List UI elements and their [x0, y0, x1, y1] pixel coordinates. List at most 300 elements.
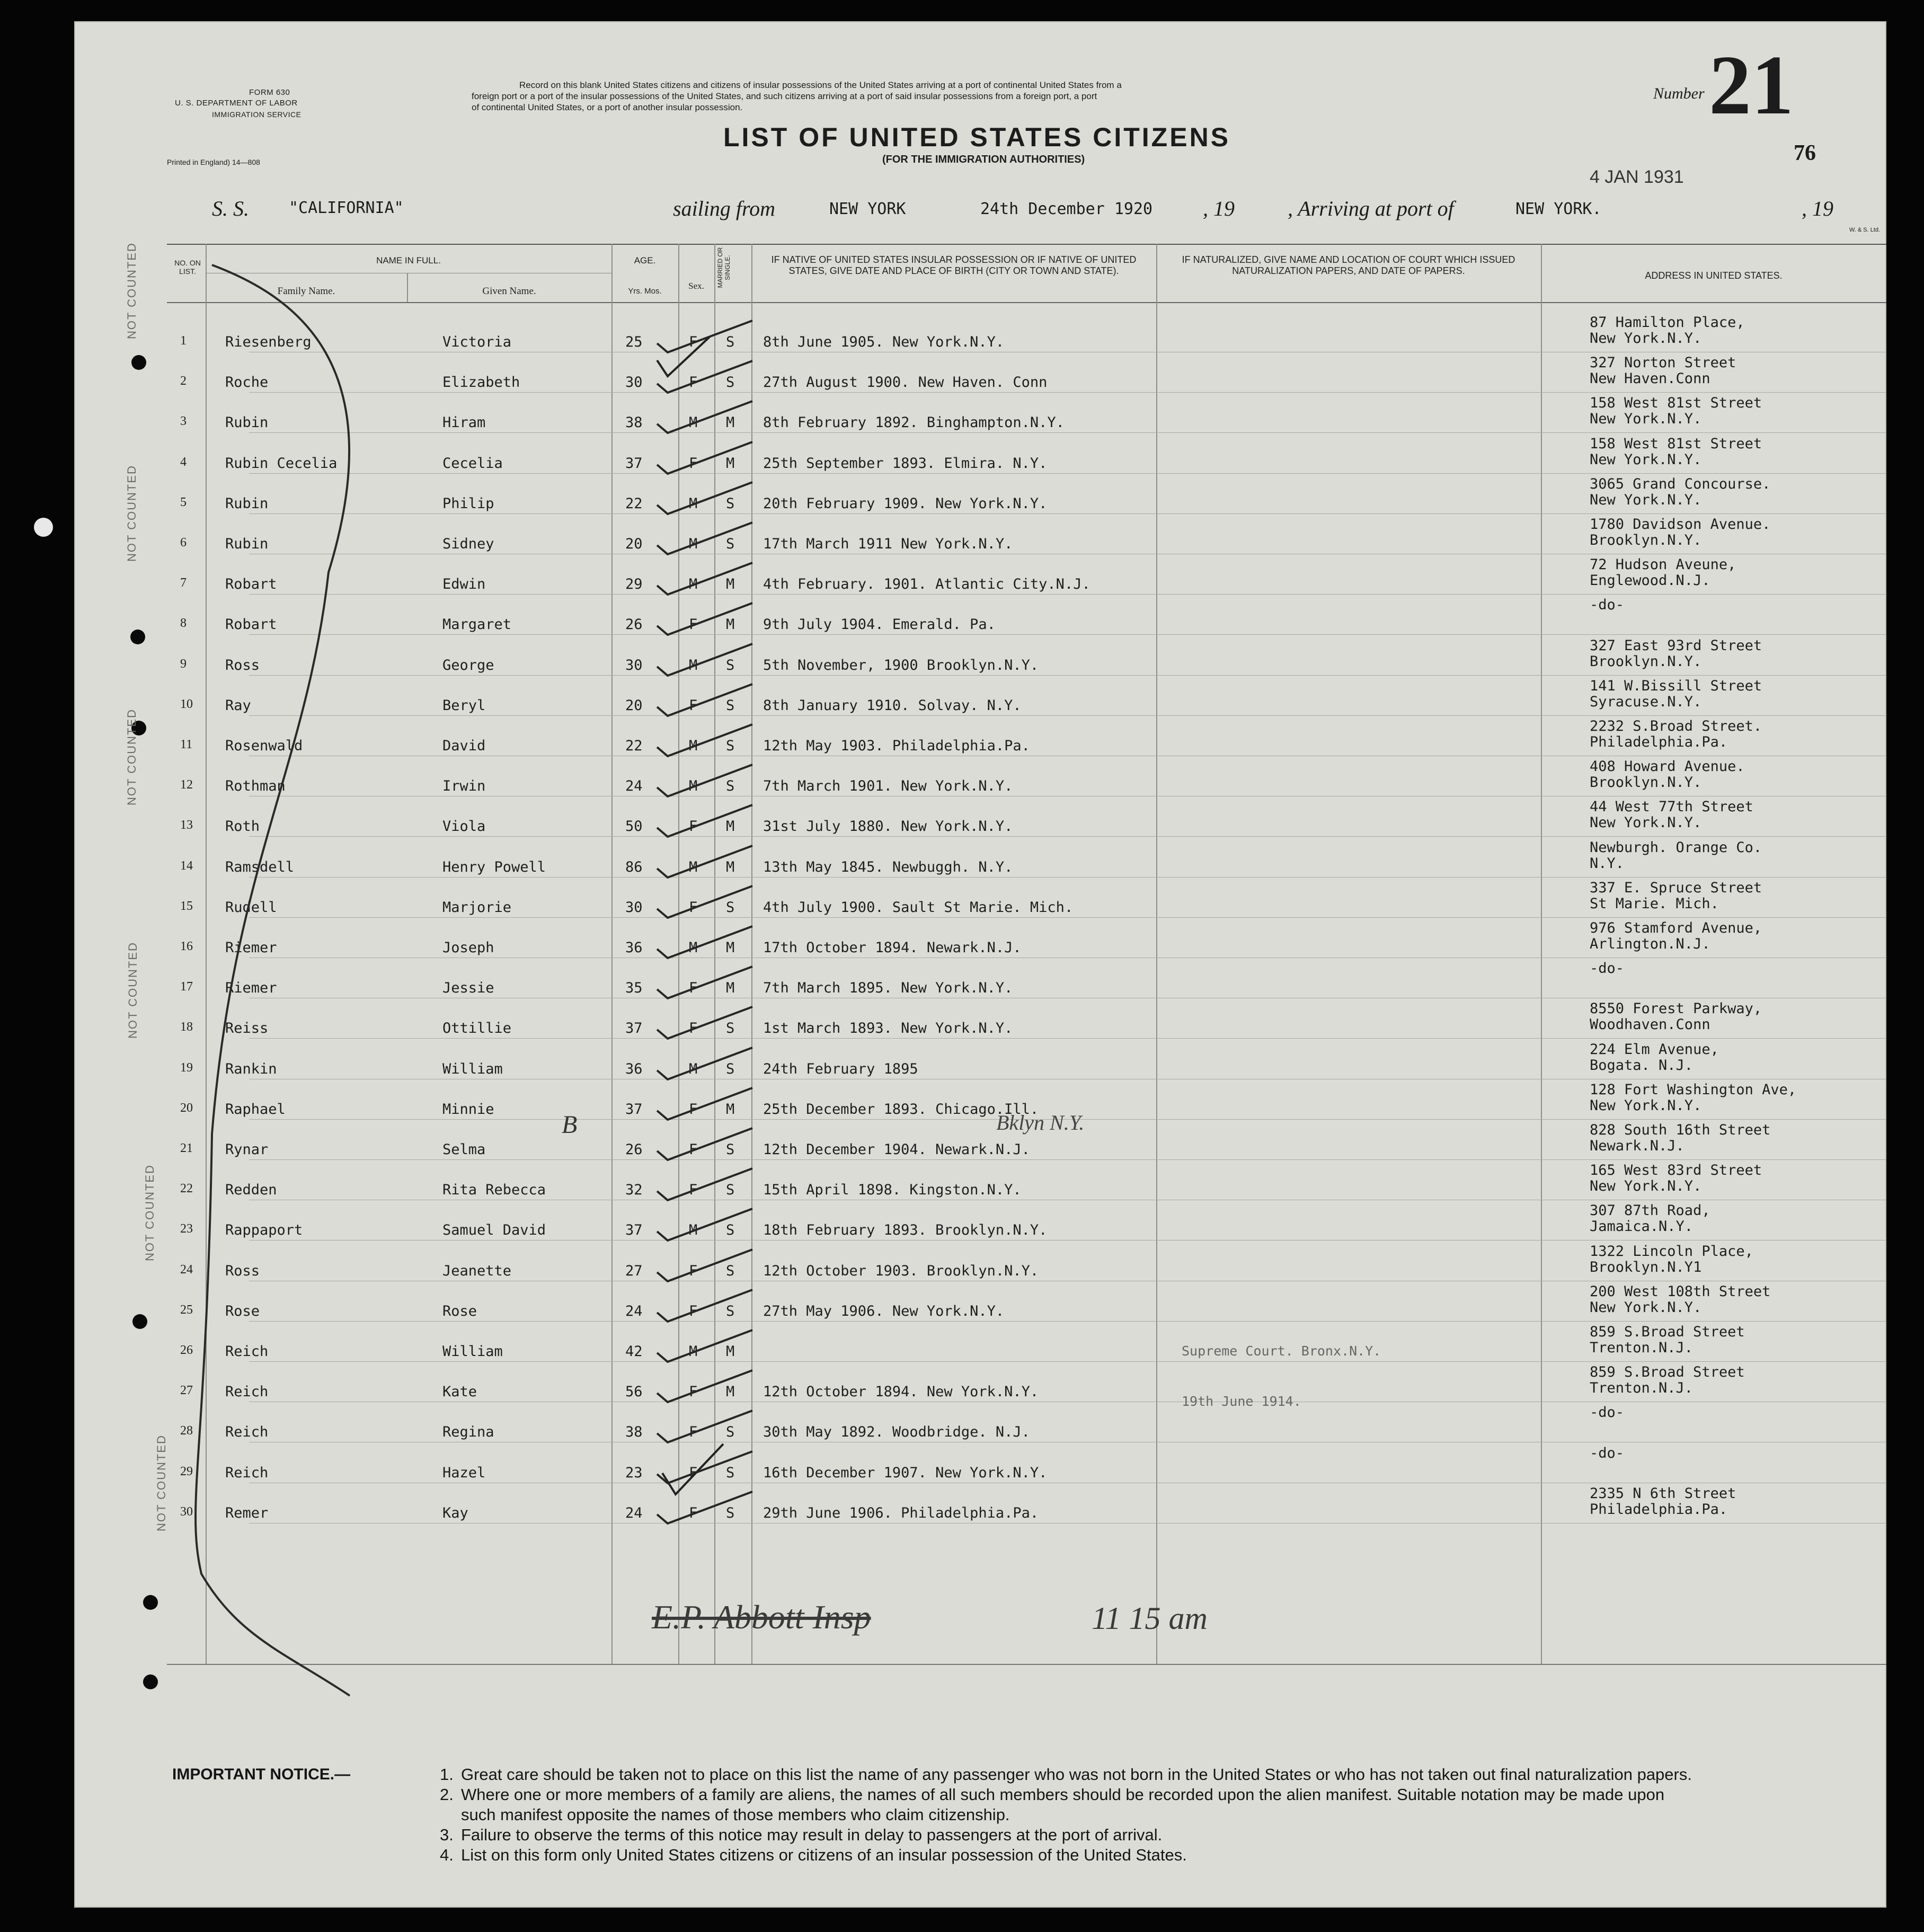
col-header-family: Family Name.	[277, 286, 335, 297]
age-value: 50	[625, 818, 643, 835]
col-header-married: MARRIED OR SINGLE.	[716, 247, 731, 288]
row-number: 16	[180, 940, 193, 953]
address-line-1: 44 West 77th Street	[1590, 799, 1753, 815]
birth-info: 7th March 1901. New York.N.Y.	[763, 778, 1013, 794]
address-line-2: Trenton.N.J.	[1590, 1380, 1694, 1396]
row-number: 12	[180, 778, 193, 792]
margin-stamp: NOT COUNTED	[155, 1434, 168, 1531]
marital-status: M	[726, 1384, 735, 1400]
marital-status: S	[726, 1141, 735, 1158]
sex-value: M	[689, 657, 698, 673]
row-number: 8	[180, 616, 187, 630]
address-line-1: -do-	[1590, 597, 1625, 613]
family-name: Rubin	[225, 536, 269, 552]
address-line-1: 307 87th Road,	[1590, 1202, 1710, 1219]
family-name: Redden	[225, 1182, 277, 1198]
handwritten-initial: B	[562, 1111, 578, 1139]
address-line-1: 165 West 83rd Street	[1590, 1162, 1762, 1178]
age-value: 27	[625, 1263, 643, 1279]
printed-in: Printed in England) 14—808	[167, 158, 260, 166]
age-value: 23	[625, 1465, 643, 1481]
arrival-port: NEW YORK.	[1515, 200, 1602, 218]
list-number: 21	[1709, 38, 1794, 132]
address-line-1: 1780 Davidson Avenue.	[1590, 516, 1771, 533]
address-line-1: 72 Hudson Aveune,	[1590, 556, 1736, 573]
row-number: 6	[180, 536, 187, 550]
col-header-naturalized: IF NATURALIZED, GIVE NAME AND LOCATION OF COURT WHICH ISSUED NATURALIZATION PAPERS, AND DATE OF PAPERS.	[1182, 254, 1515, 276]
sex-value: F	[689, 1465, 698, 1481]
address-line-2: New York.N.Y.	[1590, 1097, 1702, 1114]
address-line-2: New York.N.Y.	[1590, 492, 1702, 508]
address-line-2: St Marie. Mich.	[1590, 896, 1719, 912]
address-line-1: 976 Stamford Avenue,	[1590, 920, 1762, 936]
birth-info: 8th February 1892. Binghampton.N.Y.	[763, 414, 1065, 431]
address-line-2: Philadelphia.Pa.	[1590, 1501, 1728, 1518]
age-value: 35	[625, 980, 643, 996]
time-note: 11 15 am	[1092, 1601, 1208, 1636]
address-line-1: 128 Fort Washington Ave,	[1590, 1082, 1797, 1098]
department: U. S. DEPARTMENT OF LABOR	[175, 99, 298, 108]
row-number: 7	[180, 576, 187, 590]
number-label: Number	[1653, 85, 1705, 102]
birth-info: 17th October 1894. Newark.N.J.	[763, 940, 1022, 956]
birth-info: 1st March 1893. New York.N.Y.	[763, 1020, 1013, 1036]
sex-value: M	[689, 940, 698, 956]
row-number: 28	[180, 1424, 193, 1438]
marital-status: S	[726, 899, 735, 916]
address-line-1: 200 West 108th Street	[1590, 1283, 1771, 1300]
age-value: 26	[625, 616, 643, 633]
given-name: Jessie	[442, 980, 494, 996]
address-line-2: Brooklyn.N.Y.	[1590, 774, 1702, 791]
age-value: 24	[625, 1303, 643, 1319]
sex-value: F	[689, 899, 698, 916]
birth-info: 16th December 1907. New York.N.Y.	[763, 1465, 1048, 1481]
inspector-signature: E.P. Abbott Insp	[652, 1598, 871, 1636]
sex-value: F	[689, 334, 698, 350]
row-number: 22	[180, 1182, 193, 1195]
record-instructions: Record on this blank United States citizens and citizens of insular possessions of the United States arriving at a port of continental United States from a foreign port or a port of the insular possessions of the United States, and such citizens arriving at a port of said insular possessions from a foreign port, a port of continental United States, or a port of another insular possession.	[472, 80, 1122, 112]
family-name: Riemer	[225, 940, 277, 956]
marital-status: M	[726, 414, 735, 431]
row-number: 10	[180, 697, 193, 711]
address-line-2: New York.N.Y.	[1590, 1299, 1702, 1316]
row-number: 11	[180, 738, 193, 751]
notice-item-number: 3.	[440, 1825, 454, 1844]
birth-info: 17th March 1911 New York.N.Y.	[763, 536, 1013, 552]
age-value: 37	[625, 1101, 643, 1118]
birth-info: 4th July 1900. Sault St Marie. Mich.	[763, 899, 1074, 916]
family-name: Ross	[225, 657, 260, 673]
family-name: Rothman	[225, 778, 286, 794]
address-line-2: Brooklyn.N.Y1	[1590, 1259, 1702, 1275]
address-line-1: 87 Hamilton Place,	[1590, 314, 1745, 331]
col-header-name: NAME IN FULL.	[376, 255, 441, 265]
age-value: 24	[625, 778, 643, 794]
col-header-address: ADDRESS IN UNITED STATES.	[1645, 270, 1783, 281]
sailing-port: NEW YORK	[829, 200, 906, 218]
given-name: David	[442, 738, 486, 754]
family-name: Rubin	[225, 414, 269, 431]
margin-stamp: NOT COUNTED	[126, 942, 139, 1039]
margin-stamp: NOT COUNTED	[125, 708, 138, 805]
marital-status: S	[726, 1222, 735, 1238]
date-stamp: 4 JAN 1931	[1590, 167, 1684, 187]
col-header-birth: IF NATIVE OF UNITED STATES INSULAR POSSESSION OR IF NATIVE OF UNITED STATES, GIVE DATE AND PLACE OF BIRTH (CITY OR TOWN AND STATE).	[771, 254, 1137, 276]
family-name: Raphael	[225, 1101, 286, 1118]
marital-status: S	[726, 1465, 735, 1481]
row-number: 30	[180, 1505, 193, 1519]
given-name: Samuel David	[442, 1222, 546, 1238]
given-name: Rita Rebecca	[442, 1182, 546, 1198]
given-name: William	[442, 1343, 503, 1360]
address-line-1: 859 S.Broad Street	[1590, 1364, 1745, 1380]
birth-info: 13th May 1845. Newbuggh. N.Y.	[763, 859, 1013, 875]
address-line-1: 158 West 81st Street	[1590, 395, 1762, 411]
sex-value: F	[689, 980, 698, 996]
given-name: Rose	[442, 1303, 477, 1319]
address-line-1: 224 Elm Avenue,	[1590, 1041, 1719, 1058]
family-name: Rynar	[225, 1141, 269, 1158]
page-subtitle: (FOR THE IMMIGRATION AUTHORITIES)	[882, 154, 1085, 165]
row-number: 9	[180, 657, 187, 671]
age-value: 20	[625, 697, 643, 714]
naturalization-info: Supreme Court. Bronx.N.Y.	[1182, 1343, 1381, 1359]
given-name: Joseph	[442, 940, 494, 956]
sex-value: F	[689, 1141, 698, 1158]
given-name: Hazel	[442, 1465, 486, 1481]
ship-name: "CALIFORNIA"	[289, 199, 404, 217]
family-name: Rubin Cecelia	[225, 455, 338, 472]
address-line-2: Bogata. N.J.	[1590, 1057, 1694, 1074]
address-line-2: Jamaica.N.Y.	[1590, 1218, 1694, 1235]
marital-status: M	[726, 940, 735, 956]
given-name: Minnie	[442, 1101, 494, 1118]
address-line-2: Newark.N.J.	[1590, 1138, 1684, 1154]
row-number: 1	[180, 334, 187, 348]
address-line-1: 327 East 93rd Street	[1590, 637, 1762, 654]
row-number: 3	[180, 414, 187, 428]
sex-value: F	[689, 455, 698, 472]
age-value: 37	[625, 1020, 643, 1036]
address-line-1: 2232 S.Broad Street.	[1590, 718, 1762, 734]
family-name: Rankin	[225, 1061, 277, 1077]
sex-value: F	[689, 1303, 698, 1319]
row-number: 20	[180, 1101, 193, 1115]
given-name: Selma	[442, 1141, 486, 1158]
birth-info: 18th February 1893. Brooklyn.N.Y.	[763, 1222, 1048, 1238]
sex-value: M	[689, 1061, 698, 1077]
family-name: Ramsdell	[225, 859, 295, 875]
address-line-1: 828 South 16th Street	[1590, 1122, 1771, 1138]
address-line-2: Brooklyn.N.Y.	[1590, 532, 1702, 548]
age-value: 26	[625, 1141, 643, 1158]
address-line-1: 2335 N 6th Street	[1590, 1485, 1736, 1502]
notice-item-number: 4.	[440, 1846, 454, 1864]
address-line-2: Syracuse.N.Y.	[1590, 694, 1702, 710]
marital-status: M	[726, 859, 735, 875]
family-name: Rubin	[225, 495, 269, 512]
address-line-2: New York.N.Y.	[1590, 1178, 1702, 1194]
birth-info: 27th May 1906. New York.N.Y.	[763, 1303, 1005, 1319]
family-name: Rappaport	[225, 1222, 303, 1238]
given-name: Cecelia	[442, 455, 503, 472]
family-name: Ross	[225, 1263, 260, 1279]
sex-value: M	[689, 536, 698, 552]
address-line-1: 3065 Grand Concourse.	[1590, 476, 1771, 492]
birth-info: 25th September 1893. Elmira. N.Y.	[763, 455, 1048, 472]
sex-value: M	[689, 859, 698, 875]
address-line-1: 8550 Forest Parkway,	[1590, 1000, 1762, 1017]
notice-item-number: 2.	[440, 1785, 454, 1804]
notice-item-number: 1.	[440, 1765, 454, 1784]
address-line-2: Brooklyn.N.Y.	[1590, 653, 1702, 670]
family-name: Riemer	[225, 980, 277, 996]
row-number: 24	[180, 1263, 193, 1277]
age-value: 20	[625, 536, 643, 552]
service: IMMIGRATION SERVICE	[212, 110, 302, 119]
row-number: 27	[180, 1384, 193, 1397]
birth-info: 30th May 1892. Woodbridge. N.J.	[763, 1424, 1030, 1440]
manifest-sheet	[74, 21, 1886, 1908]
given-name: Ottillie	[442, 1020, 512, 1036]
address-line-1: 337 E. Spruce Street	[1590, 880, 1762, 896]
birth-info: 29th June 1906. Philadelphia.Pa.	[763, 1505, 1039, 1521]
sex-value: M	[689, 778, 698, 794]
given-name: Kay	[442, 1505, 468, 1521]
given-name: Sidney	[442, 536, 494, 552]
family-name: Robart	[225, 576, 277, 592]
given-name: Marjorie	[442, 899, 512, 916]
address-line-2: Arlington.N.J.	[1590, 936, 1710, 952]
age-value: 22	[625, 495, 643, 512]
year-field: , 19	[1203, 197, 1235, 220]
sex-value: F	[689, 1505, 698, 1521]
notice-heading: IMPORTANT NOTICE.—	[172, 1766, 351, 1783]
given-name: Hiram	[442, 414, 486, 431]
address-line-1: 327 Norton Street	[1590, 355, 1736, 371]
col-header-no: NO. ON LIST.	[174, 259, 201, 276]
margin-stamp: NOT COUNTED	[125, 242, 138, 339]
given-name: Henry Powell	[442, 859, 546, 875]
address-line-1: 408 Howard Avenue.	[1590, 758, 1745, 775]
birth-info: 12th December 1904. Newark.N.J.	[763, 1141, 1030, 1158]
address-line-2: New Haven.Conn	[1590, 370, 1710, 387]
birth-info: 8th June 1905. New York.N.Y.	[763, 334, 1005, 350]
notice-item-text: Failure to observe the terms of this notice may result in delay to passengers at the port of arrival.	[461, 1825, 1163, 1844]
birth-info: 15th April 1898. Kingston.N.Y.	[763, 1182, 1022, 1198]
marital-status: S	[726, 1061, 735, 1077]
bracket-line	[196, 265, 350, 1696]
given-name: George	[442, 657, 494, 673]
arriving-label: , Arriving at port of	[1288, 197, 1454, 220]
notice-item-text: Where one or more members of a family are aliens, the names of all such members should be recorded upon the alien manifest. Suitable notation may be made upon	[461, 1785, 1665, 1804]
address-line-2: Philadelphia.Pa.	[1590, 734, 1728, 750]
given-name: Regina	[442, 1424, 494, 1440]
sex-value: F	[689, 1263, 698, 1279]
marital-status: M	[726, 1101, 735, 1118]
sex-value: F	[689, 1101, 698, 1118]
marital-status: M	[726, 1343, 735, 1360]
age-value: 32	[625, 1182, 643, 1198]
birth-info: 4th February. 1901. Atlantic City.N.J.	[763, 576, 1090, 592]
given-name: Kate	[442, 1384, 477, 1400]
marital-status: S	[726, 374, 735, 391]
sex-value: M	[689, 414, 698, 431]
sex-value: M	[689, 495, 698, 512]
age-value: 30	[625, 374, 643, 391]
check-mark	[657, 336, 710, 376]
sex-value: F	[689, 1384, 698, 1400]
handwritten-birthplace: Bklyn N.Y.	[996, 1111, 1085, 1135]
marital-status: M	[726, 616, 735, 633]
address-line-1: -do-	[1590, 1404, 1625, 1421]
birth-info: 5th November, 1900 Brooklyn.N.Y.	[763, 657, 1039, 673]
given-name: Viola	[442, 818, 486, 835]
given-name: Philip	[442, 495, 494, 512]
handwriting-layer	[74, 21, 1886, 1908]
row-number: 29	[180, 1465, 193, 1478]
family-name: Ray	[225, 697, 251, 714]
address-line-1: 1322 Lincoln Place,	[1590, 1243, 1753, 1260]
notice-item-text: List on this form only United States citizens or citizens of an insular possession of the United States.	[461, 1846, 1187, 1864]
age-value: 25	[625, 334, 643, 350]
marital-status: S	[726, 334, 735, 350]
birth-info: 8th January 1910. Solvay. N.Y.	[763, 697, 1022, 714]
row-number: 25	[180, 1303, 193, 1317]
birth-info: 12th May 1903. Philadelphia.Pa.	[763, 738, 1030, 754]
address-line-1: Newburgh. Orange Co.	[1590, 839, 1762, 856]
age-value: 38	[625, 414, 643, 431]
age-value: 30	[625, 657, 643, 673]
age-value: 56	[625, 1384, 643, 1400]
marital-status: S	[726, 495, 735, 512]
marital-status: S	[726, 1182, 735, 1198]
ship-prefix: S. S.	[212, 197, 249, 220]
page-title: LIST OF UNITED STATES CITIZENS	[723, 122, 1231, 152]
row-number: 26	[180, 1343, 193, 1357]
col-header-age: AGE.	[634, 255, 656, 265]
given-name: William	[442, 1061, 503, 1077]
family-name: Reiss	[225, 1020, 269, 1036]
address-line-2: New York.N.Y.	[1590, 814, 1702, 831]
age-value: 37	[625, 455, 643, 472]
scanner-mark	[34, 518, 53, 537]
sex-value: F	[689, 818, 698, 835]
family-name: Remer	[225, 1505, 269, 1521]
sex-value: F	[689, 374, 698, 391]
notice-item-text: such manifest opposite the names of those members who claim citizenship.	[461, 1805, 1010, 1824]
row-number: 18	[180, 1020, 193, 1034]
age-value: 30	[625, 899, 643, 916]
marital-status: S	[726, 778, 735, 794]
sex-value: F	[689, 1020, 698, 1036]
page-mark: 76	[1794, 141, 1816, 165]
given-name: Jeanette	[442, 1263, 512, 1279]
marital-status: S	[726, 1505, 735, 1521]
given-name: Irwin	[442, 778, 486, 794]
age-value: 36	[625, 940, 643, 956]
row-number: 13	[180, 818, 193, 832]
address-line-1: -do-	[1590, 1445, 1625, 1461]
given-name: Beryl	[442, 697, 486, 714]
birth-info: 12th October 1903. Brooklyn.N.Y.	[763, 1263, 1039, 1279]
marital-status: S	[726, 1424, 735, 1440]
address-line-2: Englewood.N.J.	[1590, 572, 1710, 589]
marital-status: S	[726, 536, 735, 552]
margin-stamp: NOT COUNTED	[143, 1164, 156, 1261]
birth-info: 24th February 1895	[763, 1061, 918, 1077]
birth-info: 20th February 1909. New York.N.Y.	[763, 495, 1048, 512]
age-value: 86	[625, 859, 643, 875]
given-name: Victoria	[442, 334, 512, 350]
marital-status: M	[726, 576, 735, 592]
age-value: 24	[625, 1505, 643, 1521]
marital-status: S	[726, 697, 735, 714]
marital-status: S	[726, 657, 735, 673]
birth-info: 27th August 1900. New Haven. Conn	[763, 374, 1048, 391]
address-line-1: 158 West 81st Street	[1590, 436, 1762, 452]
given-name: Elizabeth	[442, 374, 520, 391]
row-number: 17	[180, 980, 193, 994]
family-name: Rose	[225, 1303, 260, 1319]
form-number: FORM 630	[249, 88, 290, 97]
row-number: 19	[180, 1061, 193, 1075]
year-field: , 19	[1802, 197, 1833, 220]
row-number: 21	[180, 1141, 193, 1155]
sex-value: F	[689, 1182, 698, 1198]
family-name: Riesenberg	[225, 334, 312, 350]
row-number: 23	[180, 1222, 193, 1236]
margin-stamp: NOT COUNTED	[125, 465, 138, 562]
given-name: Margaret	[442, 616, 512, 633]
family-name: Roth	[225, 818, 260, 835]
age-value: 36	[625, 1061, 643, 1077]
address-line-1: 859 S.Broad Street	[1590, 1324, 1745, 1340]
family-name: Reich	[225, 1343, 269, 1360]
marital-status: S	[726, 738, 735, 754]
birth-info: 31st July 1880. New York.N.Y.	[763, 818, 1013, 835]
notice-item-text: Great care should be taken not to place on this list the name of any passenger who was not born in the United States or who has not taken out final naturalization papers.	[461, 1765, 1692, 1784]
marital-status: S	[726, 1263, 735, 1279]
naturalization-date: 19th June 1914.	[1182, 1394, 1301, 1409]
sex-value: F	[689, 697, 698, 714]
sex-value: M	[689, 738, 698, 754]
sex-value: M	[689, 1343, 698, 1360]
marital-status: S	[726, 1303, 735, 1319]
family-name: Rudell	[225, 899, 277, 916]
row-number: 5	[180, 495, 187, 509]
row-number: 4	[180, 455, 187, 469]
family-name: Reich	[225, 1384, 269, 1400]
row-number: 2	[180, 374, 187, 388]
sex-value: M	[689, 576, 698, 592]
sex-value: F	[689, 1424, 698, 1440]
family-name: Robart	[225, 616, 277, 633]
family-name: Reich	[225, 1424, 269, 1440]
sailing-date: 24th December 1920	[980, 200, 1153, 218]
birth-info: 25th December 1893. Chicago.Ill.	[763, 1101, 1039, 1118]
address-line-2: Trenton.N.J.	[1590, 1340, 1694, 1356]
row-number: 14	[180, 859, 193, 873]
address-line-2: Woodhaven.Conn	[1590, 1016, 1710, 1033]
birth-info: 12th October 1894. New York.N.Y.	[763, 1384, 1039, 1400]
address-line-2: New York.N.Y.	[1590, 451, 1702, 468]
age-value: 22	[625, 738, 643, 754]
address-line-1: 141 W.Bissill Street	[1590, 678, 1762, 694]
given-name: Edwin	[442, 576, 486, 592]
sex-value: M	[689, 1222, 698, 1238]
